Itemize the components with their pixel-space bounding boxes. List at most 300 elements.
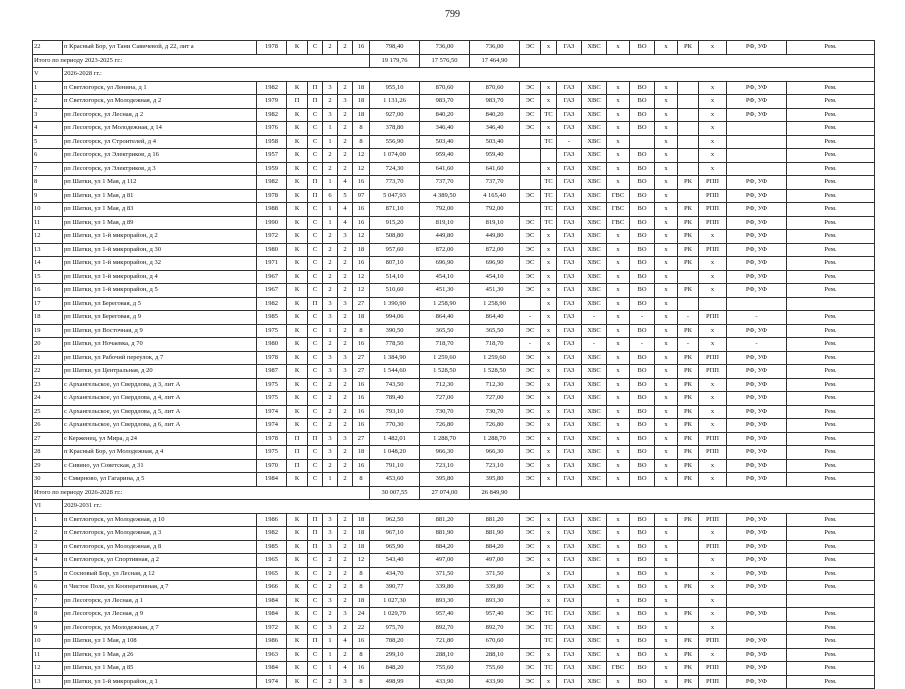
floors-cell: 3 — [338, 95, 353, 109]
cold-water-cell: ХВС — [582, 230, 607, 244]
roof-cell — [678, 527, 699, 541]
heating-cell: х — [541, 230, 557, 244]
power-supply-cell — [520, 297, 541, 311]
floors-cell: 2 — [338, 554, 353, 568]
floors-cell: 5 — [338, 189, 353, 203]
structure-cell: С — [308, 122, 323, 136]
structure-cell: С — [308, 203, 323, 217]
living-area-cell: 712,30 — [420, 378, 470, 392]
gas-cell: ГАЗ — [557, 41, 582, 55]
floors-cell: 2 — [338, 162, 353, 176]
gas-cell: ГАЗ — [557, 419, 582, 433]
total-area-cell: 791,10 — [370, 459, 420, 473]
year-cell: 1990 — [257, 216, 287, 230]
gas-cell: ГАЗ — [557, 297, 582, 311]
gas-cell: ГАЗ — [557, 284, 582, 298]
table-row — [33, 203, 875, 217]
cold-water-cell: ХВС — [582, 527, 607, 541]
table-row — [33, 270, 875, 284]
basement-cell: х — [699, 81, 727, 95]
living-area-cell: 288,10 — [420, 648, 470, 662]
total-area-cell: 1 074,00 — [370, 149, 420, 163]
address-cell: п Светлогорск, ул Молодежная, д 10 — [63, 513, 257, 527]
repair-cell: Рем. — [787, 284, 875, 298]
hot-water-cell: х — [607, 432, 630, 446]
hot-water-cell: х — [607, 419, 630, 433]
wall-material-cell: К — [287, 567, 308, 581]
facade-cell: РФ, УФ — [727, 365, 787, 379]
cold-water-cell: ХВС — [582, 459, 607, 473]
mark-cell: х — [655, 216, 678, 230]
residential-area-cell: 840,20 — [470, 108, 520, 122]
row-number-cell: 6 — [33, 149, 63, 163]
floors-cell: 2 — [338, 324, 353, 338]
sewerage-cell: ВО — [630, 594, 655, 608]
total-area-cell: 975,70 — [370, 621, 420, 635]
sewerage-cell: ВО — [630, 270, 655, 284]
structure-cell: С — [308, 594, 323, 608]
apartments-cell: 16 — [353, 378, 370, 392]
gas-cell: ГАЗ — [557, 621, 582, 635]
address-cell: рп Лесогорск, ул Лесная, д 2 — [63, 108, 257, 122]
basement-cell: х — [699, 473, 727, 487]
living-area-cell: 718,70 — [420, 338, 470, 352]
floors-cell: 2 — [338, 284, 353, 298]
repair-cell: Рем. — [787, 311, 875, 325]
basement-cell: х — [699, 581, 727, 595]
roof-cell: РК — [678, 459, 699, 473]
table-row — [33, 108, 875, 122]
heating-cell: х — [541, 581, 557, 595]
mark-cell: х — [655, 378, 678, 392]
residential-area-cell: 959,40 — [470, 149, 520, 163]
facade-cell: РФ, УФ — [727, 108, 787, 122]
total-area-cell: 1 482,01 — [370, 432, 420, 446]
year-cell: 1975 — [257, 378, 287, 392]
hot-water-cell: ГВС — [607, 203, 630, 217]
address-cell: рп Шатки, ул 1-й микрорайон, д 5 — [63, 284, 257, 298]
living-area-cell: 983,70 — [420, 95, 470, 109]
power-supply-cell — [520, 176, 541, 190]
structure-cell: С — [308, 405, 323, 419]
entrances-cell: 6 — [323, 189, 338, 203]
table-row — [33, 432, 875, 446]
apartments-cell: 18 — [353, 243, 370, 257]
hot-water-cell: х — [607, 243, 630, 257]
gas-cell: ГАЗ — [557, 122, 582, 136]
apartments-cell: 16 — [353, 419, 370, 433]
wall-material-cell: К — [287, 473, 308, 487]
entrances-cell: 3 — [323, 446, 338, 460]
residential-area-cell: 966,30 — [470, 446, 520, 460]
page-number: 799 — [445, 9, 460, 20]
total-area-cell: 793,10 — [370, 405, 420, 419]
roof-cell: РК — [678, 41, 699, 55]
heating-cell: х — [541, 459, 557, 473]
wall-material-cell: К — [287, 338, 308, 352]
living-area-cell: 727,00 — [420, 392, 470, 406]
residential-area-cell: 712,30 — [470, 378, 520, 392]
mark-cell: х — [655, 270, 678, 284]
repair-cell: Рем. — [787, 378, 875, 392]
cold-water-cell: - — [582, 311, 607, 325]
hot-water-cell: х — [607, 513, 630, 527]
total-area-cell: 724,30 — [370, 162, 420, 176]
living-area-cell: 881,90 — [420, 527, 470, 541]
roof-cell: РК — [678, 365, 699, 379]
hot-water-cell: х — [607, 311, 630, 325]
basement-cell: х — [699, 135, 727, 149]
row-number-cell: 27 — [33, 432, 63, 446]
entrances-cell: 1 — [323, 135, 338, 149]
roof-cell: РК — [678, 216, 699, 230]
repair-cell: Рем. — [787, 648, 875, 662]
row-number-cell: 3 — [33, 108, 63, 122]
residential-area-cell: 819,10 — [470, 216, 520, 230]
heating-cell: ТС — [541, 203, 557, 217]
basement-cell: х — [699, 392, 727, 406]
address-cell: рп Шатки, ул Береговая, д 5 — [63, 297, 257, 311]
power-supply-cell: ЭС — [520, 230, 541, 244]
row-number-cell: 11 — [33, 216, 63, 230]
structure-cell: С — [308, 324, 323, 338]
total-area-cell: 434,70 — [370, 567, 420, 581]
total-area-cell: 514,10 — [370, 270, 420, 284]
roof-cell — [678, 567, 699, 581]
basement-cell: РПП — [699, 176, 727, 190]
year-cell: 1982 — [257, 108, 287, 122]
repair-cell: Рем. — [787, 581, 875, 595]
mark-cell: х — [655, 635, 678, 649]
floors-cell: 2 — [338, 459, 353, 473]
floors-cell: 2 — [338, 527, 353, 541]
floors-cell: 2 — [338, 41, 353, 55]
repair-cell: Рем. — [787, 567, 875, 581]
table-row — [33, 324, 875, 338]
total-area-cell: 788,20 — [370, 635, 420, 649]
heating-cell — [541, 149, 557, 163]
mark-cell: х — [655, 189, 678, 203]
apartments-cell: 16 — [353, 203, 370, 217]
year-cell: 1974 — [257, 675, 287, 689]
basement-cell: х — [699, 338, 727, 352]
residential-area-cell: 4 165,40 — [470, 189, 520, 203]
table-row — [33, 351, 875, 365]
residential-area-cell: 892,70 — [470, 621, 520, 635]
table-row — [33, 284, 875, 298]
cold-water-cell: ХВС — [582, 243, 607, 257]
power-supply-cell — [520, 149, 541, 163]
basement-cell: РПП — [699, 675, 727, 689]
repair-cell: Рем. — [787, 122, 875, 136]
facade-cell — [727, 149, 787, 163]
facade-cell — [727, 621, 787, 635]
facade-cell — [727, 162, 787, 176]
repair-cell: Рем. — [787, 432, 875, 446]
row-number-cell: 18 — [33, 311, 63, 325]
wall-material-cell: К — [287, 243, 308, 257]
wall-material-cell: К — [287, 513, 308, 527]
row-number-cell: 23 — [33, 378, 63, 392]
roof-cell: РК — [678, 257, 699, 271]
residential-area-cell: 736,00 — [470, 41, 520, 55]
apartments-cell: 16 — [353, 338, 370, 352]
row-number-cell: 7 — [33, 162, 63, 176]
heating-cell: ТС — [541, 176, 557, 190]
floors-cell: 3 — [338, 608, 353, 622]
heating-cell: х — [541, 270, 557, 284]
floors-cell: 3 — [338, 297, 353, 311]
structure-cell: С — [308, 473, 323, 487]
hot-water-cell: ГВС — [607, 662, 630, 676]
repair-cell: Рем. — [787, 243, 875, 257]
heating-cell: х — [541, 540, 557, 554]
floors-cell: 2 — [338, 311, 353, 325]
table-row — [33, 257, 875, 271]
floors-cell: 2 — [338, 149, 353, 163]
repair-cell: Рем. — [787, 621, 875, 635]
hot-water-cell: х — [607, 554, 630, 568]
table-row — [33, 459, 875, 473]
row-number-cell: 10 — [33, 203, 63, 217]
mark-cell: х — [655, 324, 678, 338]
row-number-cell: 15 — [33, 270, 63, 284]
row-number-cell: 13 — [33, 675, 63, 689]
residential-area-cell: 497,00 — [470, 554, 520, 568]
mark-cell: х — [655, 41, 678, 55]
residential-area-cell: 451,30 — [470, 284, 520, 298]
sewerage-cell: ВО — [630, 527, 655, 541]
power-supply-cell — [520, 567, 541, 581]
basement-cell: х — [699, 108, 727, 122]
facade-cell: РФ, УФ — [727, 189, 787, 203]
cold-water-cell: ХВС — [582, 662, 607, 676]
basement-cell — [699, 297, 727, 311]
living-area-cell: 365,50 — [420, 324, 470, 338]
facade-cell: РФ, УФ — [727, 230, 787, 244]
wall-material-cell: К — [287, 230, 308, 244]
address-cell: рп Шатки, ул 1 Мая, д 81 — [63, 189, 257, 203]
total-label-cell: Итого по периоду 2026-2028 гг.: — [33, 486, 370, 500]
hot-water-cell: х — [607, 446, 630, 460]
cold-water-cell: ХВС — [582, 608, 607, 622]
structure-cell: С — [308, 662, 323, 676]
power-supply-cell: ЭС — [520, 648, 541, 662]
residential-area-cell: 395,80 — [470, 473, 520, 487]
living-area-cell: 726,80 — [420, 419, 470, 433]
address-cell: рп Шатки, ул 1 Мая, д 26 — [63, 648, 257, 662]
year-cell: 1967 — [257, 284, 287, 298]
power-supply-cell — [520, 203, 541, 217]
entrances-cell: 3 — [323, 311, 338, 325]
living-area-cell: 957,40 — [420, 608, 470, 622]
floors-cell: 4 — [338, 203, 353, 217]
address-cell: с Сивино, ул Советская, д 31 — [63, 459, 257, 473]
residential-area-cell: 723,10 — [470, 459, 520, 473]
cold-water-cell: ХВС — [582, 203, 607, 217]
total-area-cell: 962,50 — [370, 513, 420, 527]
living-area-cell: 449,80 — [420, 230, 470, 244]
gas-cell: ГАЗ — [557, 392, 582, 406]
sewerage-cell: ВО — [630, 608, 655, 622]
total-area-cell: 778,50 — [370, 338, 420, 352]
apartments-cell: 18 — [353, 527, 370, 541]
mark-cell: х — [655, 405, 678, 419]
living-area-cell: 736,00 — [420, 41, 470, 55]
roof-cell: РК — [678, 176, 699, 190]
wall-material-cell: К — [287, 648, 308, 662]
hot-water-cell: х — [607, 365, 630, 379]
structure-cell: П — [308, 432, 323, 446]
repair-cell: Рем. — [787, 81, 875, 95]
sewerage-cell: ВО — [630, 365, 655, 379]
living-area-cell: 723,10 — [420, 459, 470, 473]
hot-water-cell: х — [607, 581, 630, 595]
address-cell: п Чистое Поле, ул Кооперативная, д 7 — [63, 581, 257, 595]
heating-cell: х — [541, 554, 557, 568]
sewerage-cell: ВО — [630, 203, 655, 217]
hot-water-cell: х — [607, 257, 630, 271]
year-cell: 1978 — [257, 41, 287, 55]
mark-cell: х — [655, 513, 678, 527]
living-area-cell: 454,10 — [420, 270, 470, 284]
wall-material-cell: К — [287, 122, 308, 136]
wall-material-cell: К — [287, 581, 308, 595]
cold-water-cell: ХВС — [582, 324, 607, 338]
repair-cell: Рем. — [787, 230, 875, 244]
gas-cell: ГАЗ — [557, 189, 582, 203]
hot-water-cell: х — [607, 351, 630, 365]
entrances-cell: 3 — [323, 513, 338, 527]
table-row — [33, 581, 875, 595]
row-number-cell: 22 — [33, 365, 63, 379]
heating-cell: х — [541, 365, 557, 379]
basement-cell: х — [699, 554, 727, 568]
total-area-cell: 965,90 — [370, 540, 420, 554]
cold-water-cell: ХВС — [582, 176, 607, 190]
facade-cell: РФ, УФ — [727, 243, 787, 257]
cold-water-cell: ХВС — [582, 432, 607, 446]
facade-cell: РФ, УФ — [727, 554, 787, 568]
year-cell: 1974 — [257, 405, 287, 419]
entrances-cell: 3 — [323, 540, 338, 554]
address-cell: рп Шатки, ул Рабочий переулок, д 7 — [63, 351, 257, 365]
power-supply-cell: ЭС — [520, 365, 541, 379]
living-area-cell: 870,60 — [420, 81, 470, 95]
facade-cell: РФ, УФ — [727, 432, 787, 446]
roof-cell — [678, 162, 699, 176]
entrances-cell: 3 — [323, 594, 338, 608]
row-number-cell: 25 — [33, 405, 63, 419]
address-cell: п Красный Бор, ул Молодежная, д 4 — [63, 446, 257, 460]
mark-cell: х — [655, 567, 678, 581]
entrances-cell: 1 — [323, 648, 338, 662]
hot-water-cell: ГВС — [607, 216, 630, 230]
apartments-cell: 22 — [353, 621, 370, 635]
hot-water-cell: х — [607, 635, 630, 649]
cold-water-cell: ХВС — [582, 122, 607, 136]
cold-water-cell: ХВС — [582, 378, 607, 392]
hot-water-cell: х — [607, 135, 630, 149]
roof-cell: - — [678, 311, 699, 325]
row-number-cell: 9 — [33, 621, 63, 635]
residential-area-cell: 365,50 — [470, 324, 520, 338]
basement-cell: РПП — [699, 635, 727, 649]
heating-cell: х — [541, 419, 557, 433]
address-cell: рп Шатки, ул 1 Мая, д 83 — [63, 203, 257, 217]
roof-cell: РК — [678, 513, 699, 527]
row-number-cell: 30 — [33, 473, 63, 487]
row-number-cell: 7 — [33, 594, 63, 608]
year-cell: 1965 — [257, 554, 287, 568]
year-cell: 1974 — [257, 419, 287, 433]
apartments-cell: 12 — [353, 162, 370, 176]
residential-area-cell: 696,90 — [470, 257, 520, 271]
repair-cell: Рем. — [787, 635, 875, 649]
cold-water-cell: ХВС — [582, 473, 607, 487]
table-row — [33, 540, 875, 554]
facade-cell: РФ, УФ — [727, 351, 787, 365]
year-cell: 1984 — [257, 594, 287, 608]
mark-cell: х — [655, 230, 678, 244]
entrances-cell: 2 — [323, 270, 338, 284]
section-label-cell: 2029-2031 гг.: — [63, 500, 875, 514]
sewerage-cell: ВО — [630, 419, 655, 433]
hot-water-cell: х — [607, 405, 630, 419]
floors-cell: 2 — [338, 122, 353, 136]
total-area-cell: 390,50 — [370, 324, 420, 338]
residential-area-cell: 727,00 — [470, 392, 520, 406]
address-cell: с Архангельское, ул Свердлова, д 3, лит А — [63, 378, 257, 392]
heating-cell: х — [541, 95, 557, 109]
sewerage-cell: ВО — [630, 81, 655, 95]
hot-water-cell: х — [607, 648, 630, 662]
heating-cell: х — [541, 297, 557, 311]
sewerage-cell: - — [630, 311, 655, 325]
power-supply-cell: ЭС — [520, 270, 541, 284]
heating-cell: х — [541, 594, 557, 608]
repair-cell: Рем. — [787, 392, 875, 406]
living-area-cell: 864,40 — [420, 311, 470, 325]
basement-cell: х — [699, 257, 727, 271]
entrances-cell: 2 — [323, 405, 338, 419]
year-cell: 1986 — [257, 635, 287, 649]
total-area-cell: 927,00 — [370, 108, 420, 122]
entrances-cell: 2 — [323, 419, 338, 433]
address-cell: рп Шатки, ул 1-й микрорайон, д 2 — [63, 230, 257, 244]
total-area-cell: 378,80 — [370, 122, 420, 136]
address-cell: п Светлогорск, ул Спортивная, д 2 — [63, 554, 257, 568]
floors-cell: 2 — [338, 540, 353, 554]
cold-water-cell: ХВС — [582, 95, 607, 109]
wall-material-cell: К — [287, 41, 308, 55]
total-area-cell: 770,30 — [370, 419, 420, 433]
repair-cell: Рем. — [787, 95, 875, 109]
floors-cell: 2 — [338, 473, 353, 487]
structure-cell: П — [308, 635, 323, 649]
gas-cell: ГАЗ — [557, 257, 582, 271]
living-area-cell: 819,10 — [420, 216, 470, 230]
mark-cell: х — [655, 419, 678, 433]
repair-cell: Рем. — [787, 41, 875, 55]
wall-material-cell: К — [287, 270, 308, 284]
basement-cell: РПП — [699, 540, 727, 554]
heating-cell: ТС — [541, 662, 557, 676]
heating-cell: ТС — [541, 135, 557, 149]
facade-cell: РФ, УФ — [727, 419, 787, 433]
gas-cell: ГАЗ — [557, 635, 582, 649]
row-number-cell: 1 — [33, 513, 63, 527]
